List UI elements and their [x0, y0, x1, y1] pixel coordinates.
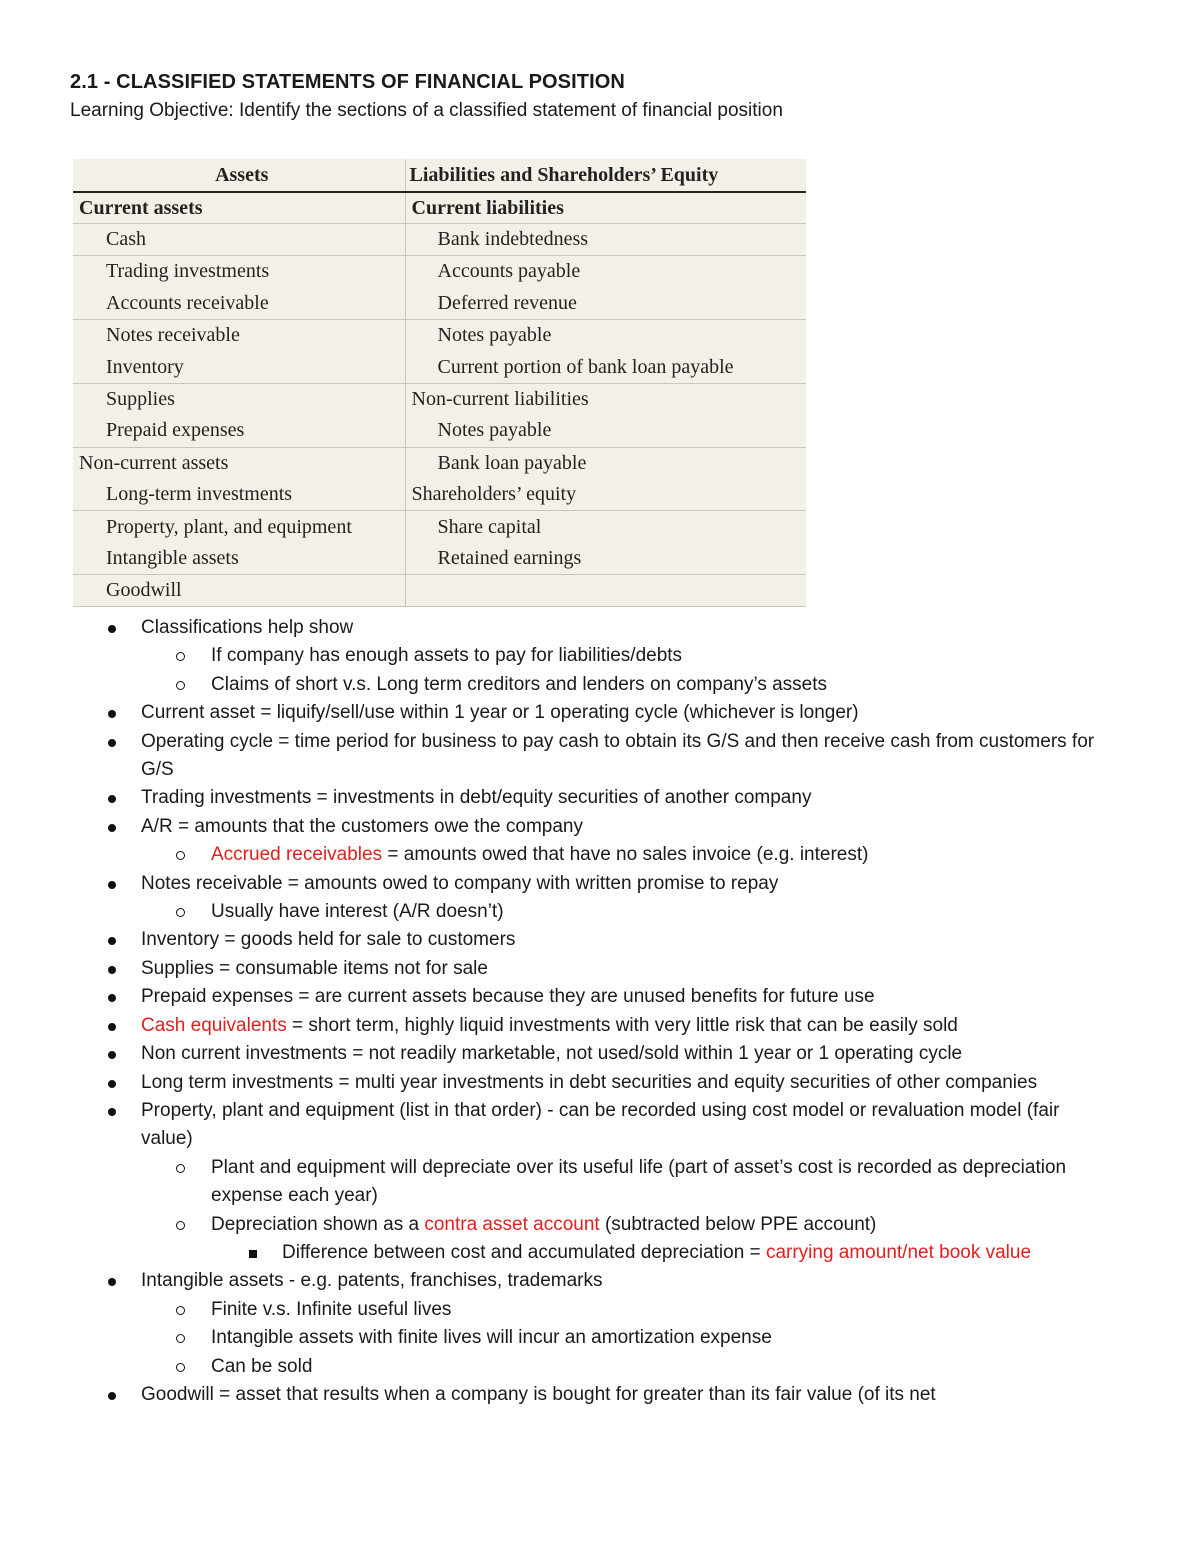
bullet-circle-icon [176, 1363, 185, 1372]
bullet-dot-icon [108, 1051, 116, 1059]
page-title: 2.1 - CLASSIFIED STATEMENTS OF FINANCIAL POSITION [70, 71, 625, 93]
cell-non-current-assets: Non-current assets [73, 447, 405, 479]
cell-current-portion-bank-loan: Current portion of bank loan payable [405, 351, 806, 383]
learning-objective: Learning Objective: Identify the sections of a classified statement of financial position [70, 100, 783, 121]
bullet-dot-icon [108, 795, 116, 803]
list-item: Can be sold [0, 1353, 1200, 1381]
table-header-row [73, 159, 806, 192]
list-item: Prepaid expenses = are current assets because they are unused benefits for future use [0, 983, 1200, 1011]
bullet-dot-icon [108, 739, 116, 747]
list-item: Intangible assets - e.g. patents, franchises, trademarks [0, 1267, 1200, 1295]
bullet-dot-icon [108, 1023, 116, 1031]
cell-empty [405, 575, 806, 607]
list-item: Difference between cost and accumulated depreciation = carrying amount/net book value [0, 1239, 1200, 1267]
list-item: Depreciation shown as a contra asset account (subtracted below PPE account) [0, 1211, 1200, 1239]
bullet-dot-icon [108, 625, 116, 633]
list-item: Trading investments = investments in debt/equity securities of another company [0, 784, 1200, 812]
cell-retained-earnings: Retained earnings [405, 543, 806, 575]
list-item: Cash equivalents = short term, highly liquid investments with very little risk that can be easily sold [0, 1012, 1200, 1040]
list-item: Goodwill = asset that results when a company is bought for greater than its fair value (of its net [0, 1381, 1200, 1409]
bullet-dot-icon [108, 824, 116, 832]
bullet-circle-icon [176, 1306, 185, 1315]
cell-current-assets: Current assets [73, 192, 405, 224]
bullet-circle-icon [176, 1221, 185, 1230]
bullet-dot-icon [108, 1278, 116, 1286]
cell-share-capital: Share capital [437, 515, 542, 538]
list-item: Current asset = liquify/sell/use within 1 year or 1 operating cycle (whichever is longer) [0, 699, 1200, 727]
cell-cash: Cash [73, 224, 405, 256]
classified-statement-table [73, 159, 806, 607]
bullet-dot-icon [108, 966, 116, 974]
list-item: Property, plant and equipment (list in that order) - can be recorded using cost model or revaluation model (fair value) [0, 1097, 1200, 1154]
list-item: Accrued receivables = amounts owed that have no sales invoice (e.g. interest) [0, 841, 1200, 869]
table-row [73, 383, 806, 415]
list-item: Notes receivable = amounts owed to company with written promise to repay [0, 870, 1200, 898]
list-item: Usually have interest (A/R doesn’t) [0, 898, 1200, 926]
table-row [73, 575, 806, 607]
cell-long-term-investments: Long-term investments [73, 479, 405, 511]
table-row [73, 288, 806, 320]
header-liabilities-equity: Liabilities and Shareholders’ Equity [405, 159, 806, 192]
cell-prepaid-expenses: Prepaid expenses [73, 415, 405, 447]
highlight-term: contra asset account [424, 1213, 600, 1235]
cell-notes-payable: Notes payable [437, 324, 552, 347]
bullet-dot-icon [108, 1392, 116, 1400]
cell-ppe: Property, plant, and equipment [73, 511, 405, 543]
cell-shareholders-equity: Shareholders’ equity [405, 479, 806, 511]
table-row [73, 224, 806, 256]
table-row [73, 543, 806, 575]
cell-inventory: Inventory [73, 351, 405, 383]
bullet-circle-icon [176, 1334, 185, 1343]
list-item: Operating cycle = time period for business to pay cash to obtain its G/S and then receive cash from customers for G/S [0, 728, 1200, 785]
table-row [73, 192, 806, 224]
cell-supplies: Supplies [73, 383, 405, 415]
highlight-term: Cash equivalents [141, 1014, 287, 1036]
bullet-dot-icon [108, 881, 116, 889]
highlight-term: Accrued receivables [211, 844, 383, 866]
list-item: Long term investments = multi year investments in debt securities and equity securities of other companies [0, 1069, 1200, 1097]
notes-list [0, 614, 1200, 1409]
table-row [73, 256, 806, 288]
cell-trading-investments: Trading investments [73, 256, 405, 288]
cell-goodwill: Goodwill [73, 575, 405, 607]
table-row [73, 415, 806, 447]
cell-bank-loan-payable: Bank loan payable [437, 451, 587, 474]
highlight-term: carrying amount/net book value [765, 1241, 1032, 1263]
list-item: If company has enough assets to pay for liabilities/debts [0, 642, 1200, 670]
list-item: Plant and equipment will depreciate over its useful life (part of asset’s cost is recorded as depreciation expense each year) [0, 1154, 1200, 1211]
table-row [73, 351, 806, 383]
bullet-dot-icon [108, 994, 116, 1002]
bullet-circle-icon [176, 681, 185, 690]
cell-notes-payable-noncurrent: Notes payable [405, 415, 806, 447]
bullet-circle-icon [176, 908, 185, 917]
list-item: Finite v.s. Infinite useful lives [0, 1296, 1200, 1324]
bullet-dot-icon [108, 710, 116, 718]
list-item: Intangible assets with finite lives will incur an amortization expense [0, 1324, 1200, 1352]
bullet-circle-icon [176, 652, 185, 661]
bullet-circle-icon [176, 1164, 185, 1173]
table-row [73, 479, 806, 511]
cell-non-current-liabilities: Non-current liabilities [411, 388, 589, 411]
table-row [73, 511, 806, 543]
cell-accounts-receivable: Accounts receivable [73, 288, 405, 320]
list-item: Classifications help show [0, 614, 1200, 642]
list-item: Supplies = consumable items not for sale [0, 955, 1200, 983]
bullet-dot-icon [108, 937, 116, 945]
list-item: A/R = amounts that the customers owe the company [0, 813, 1200, 841]
bullet-square-icon [249, 1250, 257, 1258]
list-item: Claims of short v.s. Long term creditors and lenders on company’s assets [0, 671, 1200, 699]
cell-current-liabilities: Current liabilities [405, 192, 806, 224]
cell-intangible-assets: Intangible assets [73, 543, 405, 575]
table-row [73, 320, 806, 352]
header-assets: Assets [73, 159, 405, 192]
cell-accounts-payable: Accounts payable [437, 260, 581, 283]
list-item: Inventory = goods held for sale to customers [0, 926, 1200, 954]
bullet-dot-icon [108, 1108, 116, 1116]
bullet-dot-icon [108, 1080, 116, 1088]
list-item: Non current investments = not readily marketable, not used/sold within 1 year or 1 operating cycle [0, 1040, 1200, 1068]
cell-deferred-revenue: Deferred revenue [405, 288, 806, 320]
cell-notes-receivable: Notes receivable [73, 320, 405, 352]
cell-bank-indebtedness: Bank indebtedness [405, 224, 806, 256]
bullet-circle-icon [176, 851, 185, 860]
table-row [73, 447, 806, 479]
